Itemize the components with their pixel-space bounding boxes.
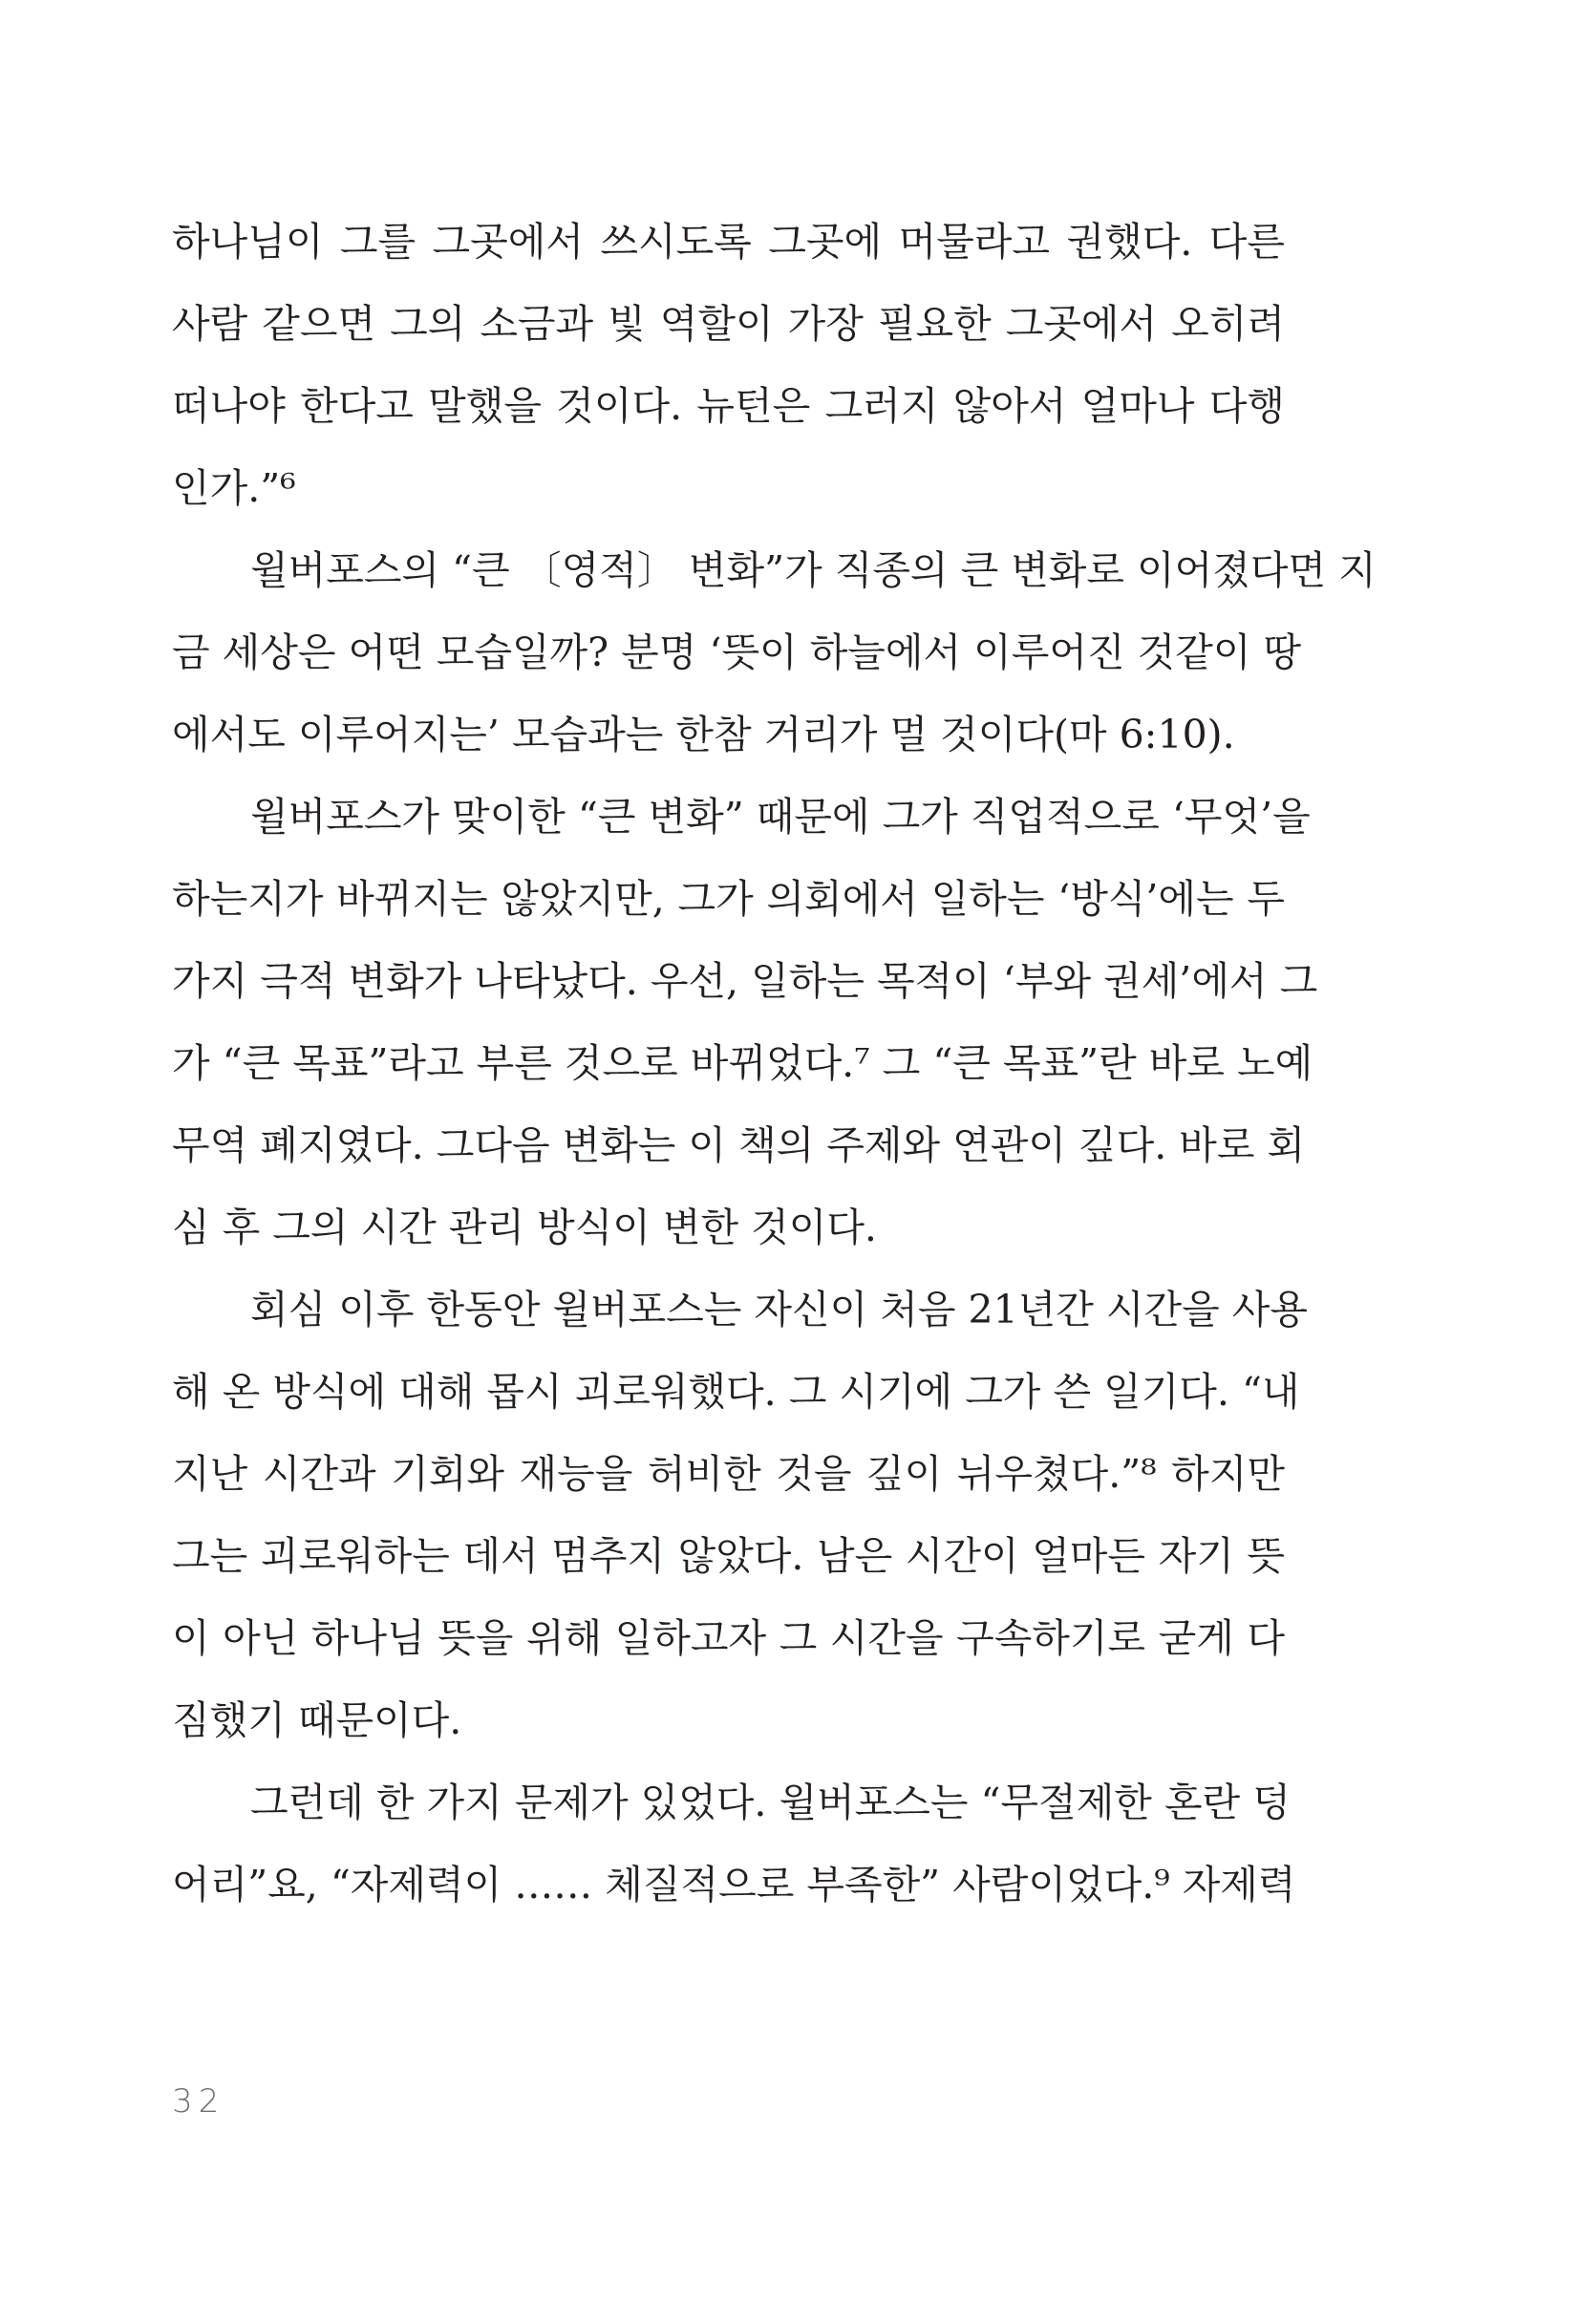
text-line: 에서도 이루어지는’ 모습과는 한참 거리가 멀 것이다(마 6:10).	[172, 712, 1235, 757]
text-line: 짐했기 때문이다.	[172, 1697, 462, 1743]
paragraph-first-line: 회심 이후 한동안 윌버포스는 자신이 처음 21년간 시간을 사용	[250, 1287, 1308, 1333]
text-line: 해 온 방식에 대해 몹시 괴로워했다. 그 시기에 그가 쓴 일기다. “내	[172, 1369, 1300, 1415]
body-text	[172, 201, 1377, 1926]
text-line: 떠나야 한다고 말했을 것이다. 뉴턴은 그러지 않아서 얼마나 다행	[172, 383, 1285, 429]
text-line: 이 아닌 하나님 뜻을 위해 일하고자 그 시간을 구속하기로 굳게 다	[172, 1615, 1285, 1661]
text-line: 지난 시간과 기회와 재능을 허비한 것을 깊이 뉘우쳤다.”⁸ 하지만	[172, 1451, 1285, 1497]
text-line: 인가.”⁶	[172, 465, 296, 511]
paragraph-first-line: 윌버포스의 “큰 〔영적〕 변화”가 직종의 큰 변화로 이어졌다면 지	[250, 547, 1377, 593]
paragraph-first-line: 그런데 한 가지 문제가 있었다. 윌버포스는 “무절제한 혼란 덩	[250, 1780, 1291, 1825]
text-line: 가지 극적 변화가 나타났다. 우선, 일하는 목적이 ‘부와 권세’에서 그	[172, 958, 1318, 1004]
page-number: 32	[172, 2082, 225, 2121]
text-line: 그는 괴로워하는 데서 멈추지 않았다. 남은 시간이 얼마든 자기 뜻	[172, 1533, 1285, 1579]
text-line: 가 “큰 목표”라고 부른 것으로 바뀌었다.⁷ 그 “큰 목표”란 바로 노예	[172, 1040, 1313, 1086]
text-line: 하는지가 바뀌지는 않았지만, 그가 의회에서 일하는 ‘방식’에는 두	[172, 876, 1285, 922]
text-line: 무역 폐지였다. 그다음 변화는 이 책의 주제와 연관이 깊다. 바로 회	[172, 1122, 1306, 1168]
text-line: 어리”요, “자제력이 …… 체질적으로 부족한” 사람이었다.⁹ 자제력	[172, 1862, 1296, 1908]
paragraph-first-line: 윌버포스가 맞이한 “큰 변화” 때문에 그가 직업적으로 ‘무엇’을	[250, 794, 1311, 840]
text-line: 심 후 그의 시간 관리 방식이 변한 것이다.	[172, 1205, 877, 1250]
text-line: 금 세상은 어떤 모습일까? 분명 ‘뜻이 하늘에서 이루어진 것같이 땅	[172, 629, 1302, 675]
text-line: 하나님이 그를 그곳에서 쓰시도록 그곳에 머물라고 권했다. 다른	[172, 219, 1285, 265]
text-line: 사람 같으면 그의 소금과 빛 역할이 가장 필요한 그곳에서 오히려	[172, 301, 1285, 347]
